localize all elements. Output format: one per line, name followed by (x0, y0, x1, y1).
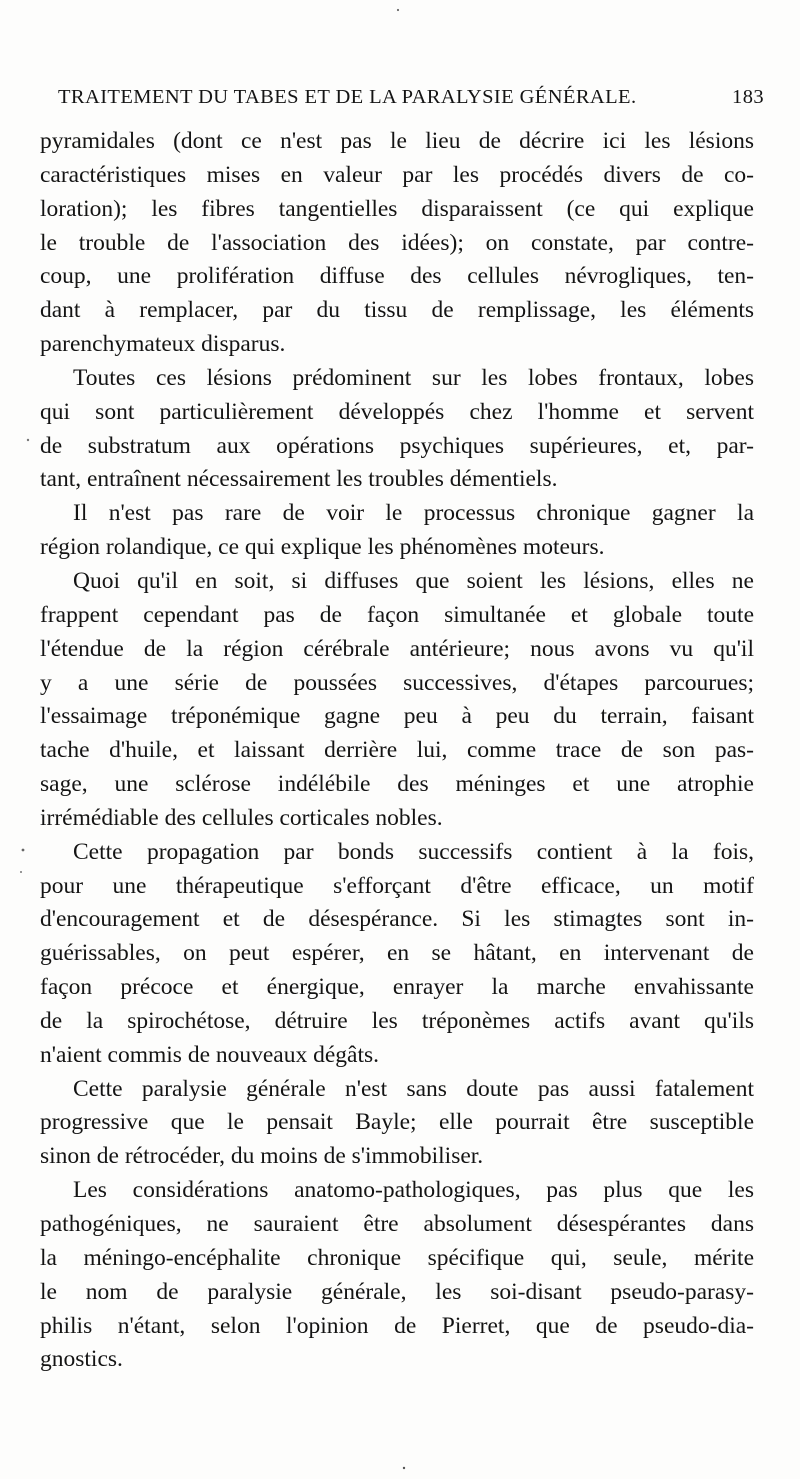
paragraph (40, 125, 754, 362)
text-line: parenchymateux disparus. (40, 331, 286, 358)
paragraph (40, 362, 754, 497)
text-line: façon précoce et énergique, enrayer la marche envahissante (40, 974, 754, 1001)
text-line: Cette propagation par bonds successifs contient à la fois, (73, 838, 754, 865)
paragraph (40, 836, 754, 1073)
text-line: l'essaimage tréponémique gagne peu à peu du terrain, faisant (40, 703, 754, 730)
text-line: d'encouragement et de désespérance. Si les stimagtes sont in- (40, 906, 754, 933)
text-line: l'étendue de la région cérébrale antérieure; nous avons vu qu'il (40, 635, 754, 662)
text-line: tache d'huile, et laissant derrière lui, comme trace de son pas- (40, 737, 754, 764)
text-line: Il n'est pas rare de voir le processus chronique gagner la (73, 500, 754, 527)
ink-speck (403, 1467, 405, 1469)
text-line: le nom de paralysie générale, les soi-disant pseudo-parasy- (40, 1278, 754, 1305)
text-line: loration); les fibres tangentielles disparaissent (ce qui explique (40, 195, 754, 222)
text-line: coup, une prolifération diffuse des cellules névrogliques, ten- (40, 263, 754, 290)
ink-speck (397, 9, 399, 11)
text-line: dant à remplacer, par du tissu de remplissage, les éléments (40, 297, 754, 324)
paragraph (40, 1073, 754, 1175)
text-line: philis n'étant, selon l'opinion de Pierret, que de pseudo-dia- (40, 1312, 754, 1339)
text-line: de substratum aux opérations psychiques supérieures, et, par- (40, 432, 754, 459)
text-line: Toutes ces lésions prédominent sur les lobes frontaux, lobes (73, 364, 754, 391)
text-line: le trouble de l'association des idées); on constate, par contre- (40, 229, 754, 256)
paragraph (40, 565, 754, 836)
ink-speck (20, 871, 22, 873)
text-line: Quoi qu'il en soit, si diffuses que soient les lésions, elles ne (73, 567, 754, 594)
text-line: pour une thérapeutique s'efforçant d'être efficace, un motif (40, 872, 754, 899)
text-line: de la spirochétose, détruire les tréponèmes actifs avant qu'ils (40, 1007, 754, 1034)
ink-speck (27, 439, 29, 441)
paragraph (40, 497, 754, 565)
body-text (40, 125, 754, 1377)
text-line: n'aient commis de nouveaux dégâts. (40, 1041, 380, 1068)
text-line: sinon de rétrocéder, du moins de s'immobiliser. (40, 1143, 484, 1170)
text-line: irrémédiable des cellules corticales nobles. (40, 804, 443, 831)
text-line: sage, une sclérose indélébile des méninges et une atrophie (40, 771, 754, 798)
running-head (58, 82, 764, 112)
text-line: région rolandique, ce qui explique les phénomènes moteurs. (40, 534, 605, 561)
text-line: frappent cependant pas de façon simultanée et globale toute (40, 601, 754, 628)
running-title: TRAITEMENT DU TABES ET DE LA PARALYSIE GÉNÉRALE. (58, 86, 637, 108)
text-line: tant, entraînent nécessairement les troubles démentiels. (40, 466, 558, 493)
text-line: progressive que le pensait Bayle; elle pourrait être susceptible (40, 1109, 754, 1136)
text-line: pathogéniques, ne sauraient être absolument désespérantes dans (40, 1211, 754, 1237)
text-line: pyramidales (dont ce n'est pas le lieu de décrire ici les lésions (40, 128, 754, 154)
paragraph (40, 1174, 754, 1377)
text-line: qui sont particulièrement développés chez l'homme et servent (40, 398, 754, 425)
text-line: la méningo-encéphalite chronique spécifique qui, seule, mérite (40, 1244, 754, 1271)
text-line: guérissables, on peut espérer, en se hâtant, en intervenant de (40, 940, 754, 967)
ink-speck (22, 849, 25, 852)
text-line: gnostics. (40, 1346, 123, 1373)
text-line: caractéristiques mises en valeur par les procédés divers de co- (40, 161, 754, 188)
page-number: 183 (732, 86, 764, 108)
text-line: Les considérations anatomo-pathologiques, pas plus que les (73, 1177, 754, 1204)
text-line: y a une série de poussées successives, d'étapes parcourues; (40, 669, 754, 696)
text-line: Cette paralysie générale n'est sans doute pas aussi fatalement (73, 1075, 754, 1102)
